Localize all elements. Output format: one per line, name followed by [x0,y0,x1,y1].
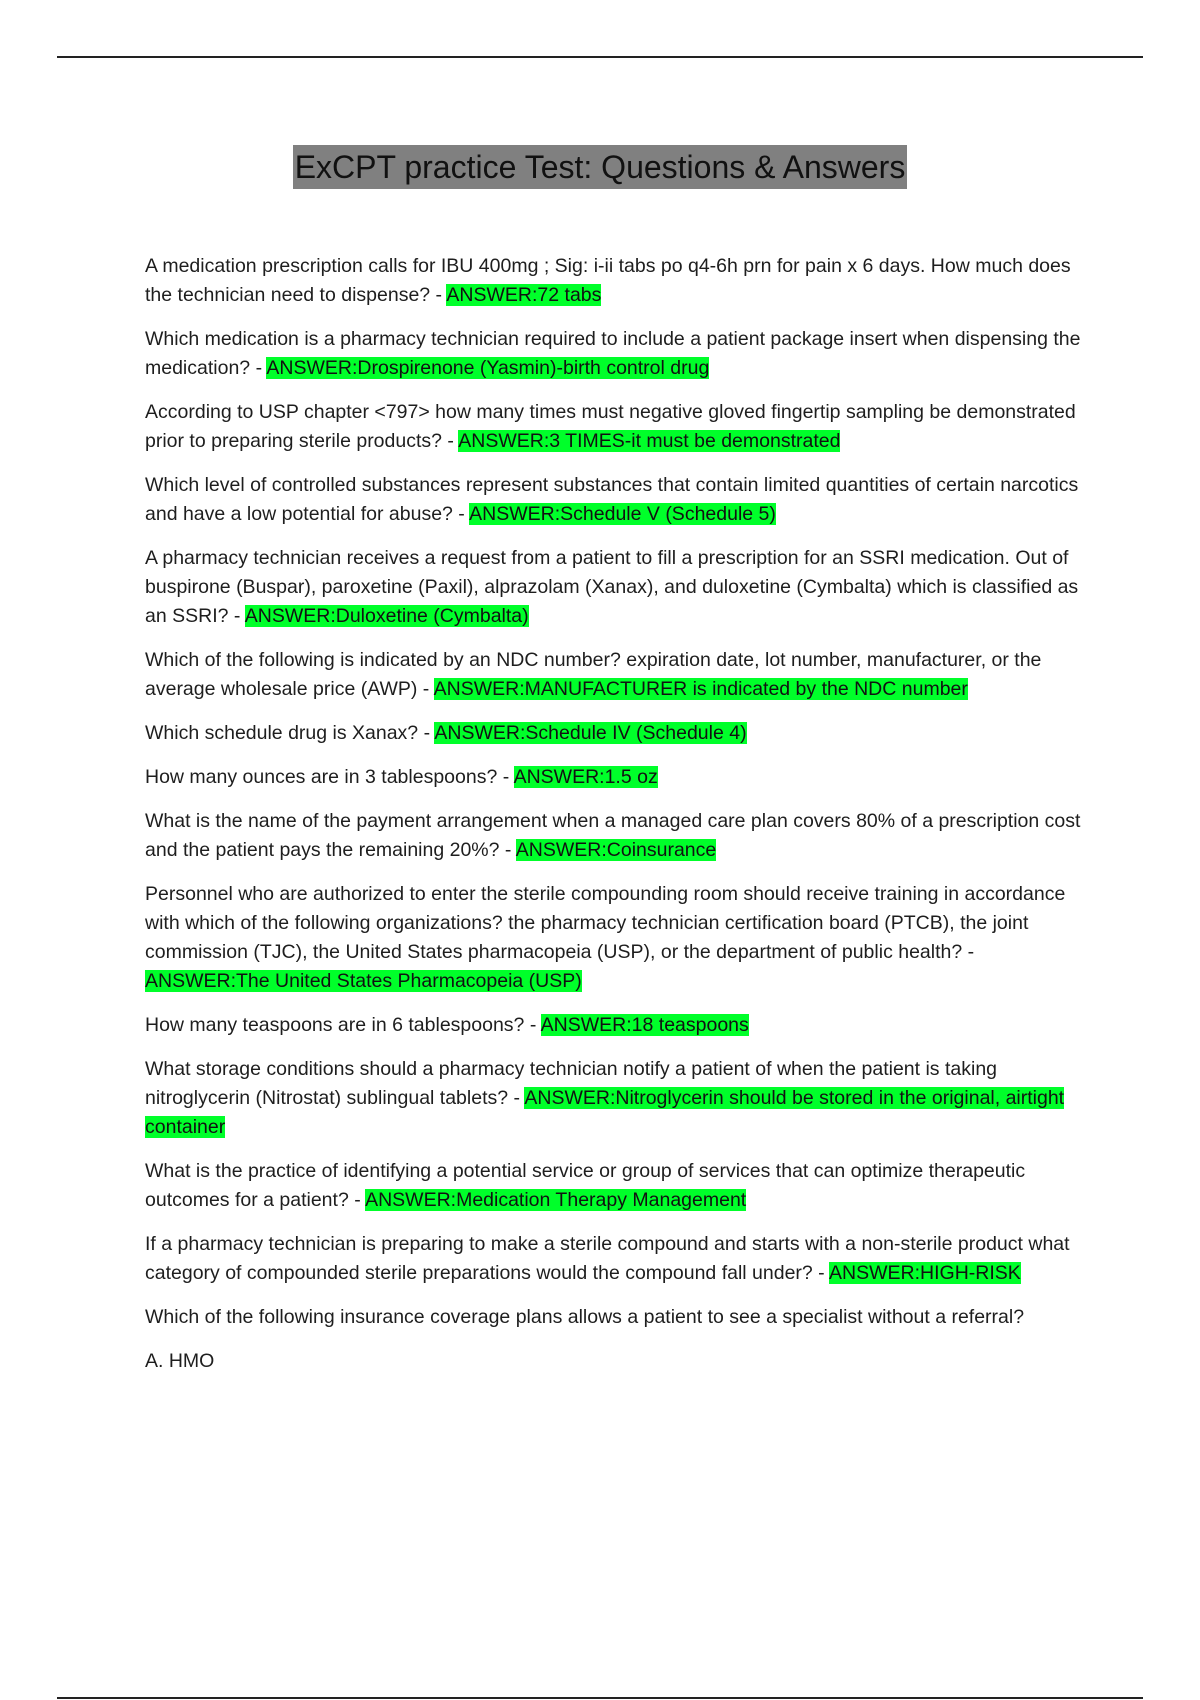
qa-item [145,1011,1095,1040]
answer-highlight: ANSWER:3 TIMES-it must be demonstrated [458,430,841,452]
trailing-question: Which of the following insurance coverage plans allows a patient to see a specialist without a referral? [145,1306,1025,1328]
qa-item [145,880,1095,996]
answer-highlight: ANSWER:Schedule V (Schedule 5) [469,503,776,525]
separator: - [508,1087,525,1109]
qa-item [145,1157,1095,1215]
title-block [0,145,1200,189]
question-text: A pharmacy technician receives a request from a patient to fill a prescription for an SSRI medication. Out of buspirone (Buspar), paroxetine (Paxil), alprazolam (Xanax), and duloxetine (Cymbalta) which is classified as an SSRI? [145,547,1079,627]
qa-item [145,646,1095,704]
qa-item [145,1055,1095,1142]
document-title: ExCPT practice Test: Questions & Answers [293,145,908,189]
qa-item [145,471,1095,529]
question-text: If a pharmacy technician is preparing to make a sterile compound and starts with a non-sterile product what category of compounded sterile preparations would the compound fall under? [145,1233,1070,1284]
answer-highlight: ANSWER:Schedule IV (Schedule 4) [434,722,747,744]
qa-item [145,807,1095,865]
question-text: A medication prescription calls for IBU 400mg ; Sig: i-ii tabs po q4-6h prn for pain x 6 days. How much does the technician need to dispense? [145,255,1071,306]
answer-highlight: ANSWER:HIGH-RISK [829,1262,1021,1284]
question-text: How many ounces are in 3 tablespoons? [145,766,498,788]
qa-item [145,252,1095,310]
separator: - [499,839,516,861]
separator: - [348,1189,366,1211]
answer-highlight: ANSWER:Nitroglycerin should be stored in the original, airtight container [145,1087,1065,1138]
separator: - [442,430,459,452]
question-text: Which level of controlled substances represent substances that contain limited quantities of certain narcotics and have a low potential for abuse? [145,474,1079,525]
question-text: Which medication is a pharmacy technician required to include a patient package insert when dispensing the medication? [145,328,1081,379]
question-text: Which schedule drug is Xanax? [145,722,419,744]
qa-item [145,325,1095,383]
answer-highlight: ANSWER:1.5 oz [513,766,658,788]
question-text: Personnel who are authorized to enter the sterile compounding room should receive training in accordance with which of the following organizations? the pharmacy technician certification board (PTCB), the joint commission (TJC), the United States pharmacopeia (USP), or the department of public health? [145,883,1066,963]
separator: - [452,503,470,525]
answer-highlight: ANSWER:Drospirenone (Yasmin)-birth control drug [266,357,710,379]
qa-item [145,544,1095,631]
top-rule [57,56,1143,58]
answer-highlight: ANSWER:MANUFACTURER is indicated by the NDC number [433,678,968,700]
separator: - [417,678,434,700]
separator: - [497,766,514,788]
qa-item [145,719,1095,748]
separator: - [962,941,975,963]
question-text: How many teaspoons are in 6 tablespoons? [145,1014,525,1036]
separator: - [250,357,267,379]
answer-highlight: ANSWER:72 tabs [446,284,602,306]
separator: - [524,1014,541,1036]
separator: - [430,284,447,306]
question-text: According to USP chapter <797> how many times must negative gloved fingertip sampling be demonstrated prior to preparing sterile products? [145,401,1076,452]
qa-item [145,398,1095,456]
answer-highlight: ANSWER:18 teaspoons [540,1014,749,1036]
question-text: What storage conditions should a pharmacy technician notify a patient of when the patient is taking nitroglycerin (Nitrostat) sublingual tablets? [145,1058,998,1109]
separator: - [228,605,245,627]
bottom-rule [57,1697,1143,1699]
answer-highlight: ANSWER:Coinsurance [515,839,717,861]
answer-highlight: ANSWER:Duloxetine (Cymbalta) [244,605,529,627]
question-text: Which of the following is indicated by an NDC number? expiration date, lot number, manufacturer, or the average wholesale price (AWP) [145,649,1042,700]
option-a: A. HMO [145,1350,215,1372]
qa-item [145,1230,1095,1288]
question-text: What is the practice of identifying a potential service or group of services that can optimize therapeutic outcomes for a patient? [145,1160,1026,1211]
answer-highlight: ANSWER:The United States Pharmacopeia (USP) [145,970,582,992]
qa-item [145,763,1095,792]
question-text: What is the name of the payment arrangement when a managed care plan covers 80% of a prescription cost and the patient pays the remaining 20%? [145,810,1081,861]
separator: - [418,722,435,744]
separator: - [812,1262,830,1284]
answer-highlight: ANSWER:Medication Therapy Management [365,1189,747,1211]
qa-list [145,252,1095,1391]
